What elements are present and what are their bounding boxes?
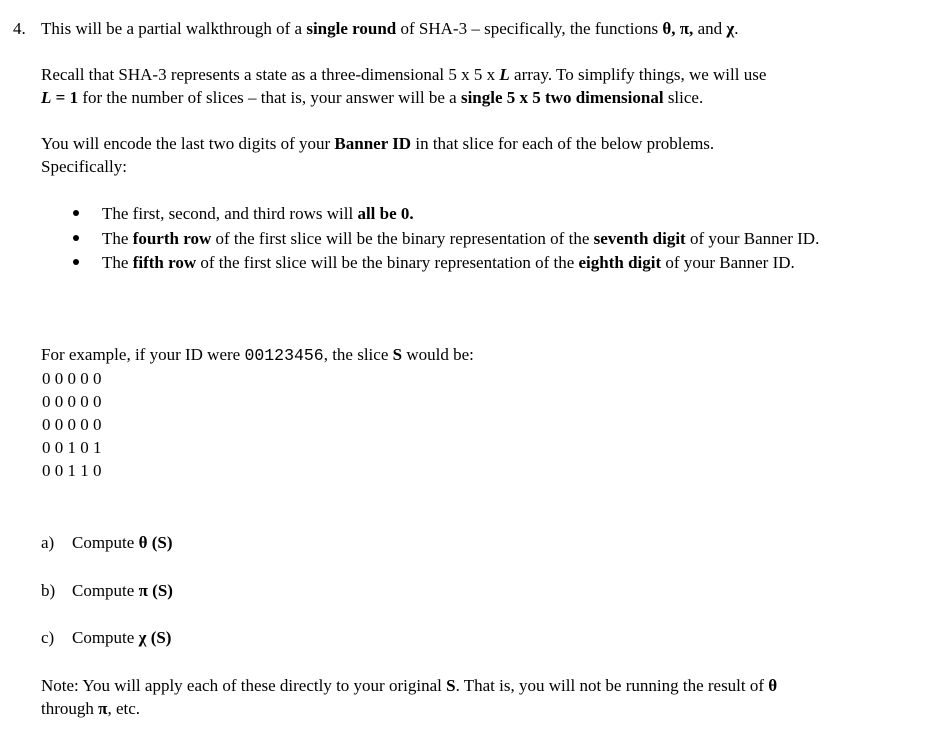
bullet-bold-2: seventh digit: [593, 229, 686, 248]
example-post: would be:: [402, 345, 474, 364]
subquestion-c: [41, 626, 171, 649]
example-text: For example, if your ID were: [41, 345, 245, 364]
note-line-2: [41, 697, 140, 720]
bullet-post: of your Banner ID.: [661, 253, 795, 272]
note-line2-post: , etc.: [107, 699, 141, 718]
bullet-text: The: [102, 253, 133, 272]
recall-L-2: L: [41, 88, 52, 107]
example-mid: , the slice: [323, 345, 393, 364]
encode-line-1: [41, 132, 714, 155]
recall-L: L: [499, 65, 510, 84]
matrix-row: 0 0 0 0 0: [42, 369, 102, 388]
list-item: [71, 251, 901, 274]
bullet-text: The first, second, and third rows will: [102, 204, 358, 223]
bullet-mid: of the first slice will be the binary representation of the: [211, 229, 594, 248]
subquestion-func: π (S): [138, 581, 173, 600]
note-text: Note: You will apply each of these directly to your original: [41, 676, 447, 695]
encode-text: You will encode the last two digits of your: [41, 134, 335, 153]
intro-and: and: [693, 19, 727, 38]
bullet-mid: .: [409, 204, 414, 223]
recall-line-1: [41, 63, 766, 86]
recall-eq: = 1: [51, 88, 79, 107]
subquestion-text: Compute: [72, 533, 139, 552]
example-line: [41, 343, 474, 367]
example-slice-name: S: [392, 345, 403, 364]
subquestion-text: Compute: [72, 581, 139, 600]
recall-text-post: array. To simplify things, we will use: [509, 65, 767, 84]
recall-text: Recall that SHA-3 represents a state as a three-dimensional 5 x 5 x: [41, 65, 500, 84]
bullet-bold: fifth row: [132, 253, 197, 272]
bullet-bold: all be 0: [357, 204, 410, 223]
subquestion-label: a): [41, 533, 55, 552]
intro-functions: θ, π,: [662, 19, 694, 38]
intro-end: .: [734, 19, 739, 38]
subquestion-func: χ (S): [138, 628, 172, 647]
bullet-post: of your Banner ID.: [685, 229, 820, 248]
intro-bold: single round: [306, 19, 397, 38]
note-line2-text: through: [41, 699, 99, 718]
recall-mid: for the number of slices – that is, your answer will be a: [78, 88, 461, 107]
intro-text: This will be a partial walkthrough of a: [41, 19, 307, 38]
note-bold: S: [446, 676, 456, 695]
bullet-text: The: [102, 229, 133, 248]
rules-list: [71, 202, 901, 274]
subquestion-func: θ (S): [138, 533, 173, 552]
slice-matrix: [42, 367, 102, 482]
note-mid: . That is, you will not be running the result of: [455, 676, 769, 695]
question-intro: [41, 17, 738, 40]
question-number: 4.: [13, 19, 26, 38]
matrix-row: 0 0 0 0 0: [42, 415, 102, 434]
intro-chi: χ: [726, 19, 735, 38]
bullet-mid: of the first slice will be the binary representation of the: [196, 253, 579, 272]
recall-end: slice.: [663, 88, 704, 107]
list-item: [71, 202, 901, 225]
note-line-1: [41, 674, 777, 697]
example-id: 00123456: [244, 346, 324, 365]
encode-text-post: in that slice for each of the below problems.: [411, 134, 715, 153]
encode-line-2: Specifically:: [41, 157, 127, 176]
matrix-row: 0 0 0 0 0: [42, 392, 102, 411]
bullet-bold-2: eighth digit: [578, 253, 662, 272]
matrix-row: 0 0 1 0 1: [42, 438, 102, 457]
subquestion-b: [41, 579, 173, 602]
recall-bold: single 5 x 5 two dimensional: [460, 88, 664, 107]
recall-line-2: [41, 86, 703, 109]
note-theta: θ: [768, 676, 778, 695]
note-pi: π: [98, 699, 108, 718]
intro-mid: of SHA-3 – specifically, the functions: [396, 19, 663, 38]
list-item: [71, 227, 901, 250]
subquestion-text: Compute: [72, 628, 139, 647]
bullet-bold: fourth row: [132, 229, 212, 248]
matrix-row: 0 0 1 1 0: [42, 461, 102, 480]
subquestion-label: b): [41, 581, 56, 600]
encode-bold: Banner ID: [334, 134, 412, 153]
subquestion-label: c): [41, 628, 55, 647]
subquestion-a: [41, 531, 173, 554]
